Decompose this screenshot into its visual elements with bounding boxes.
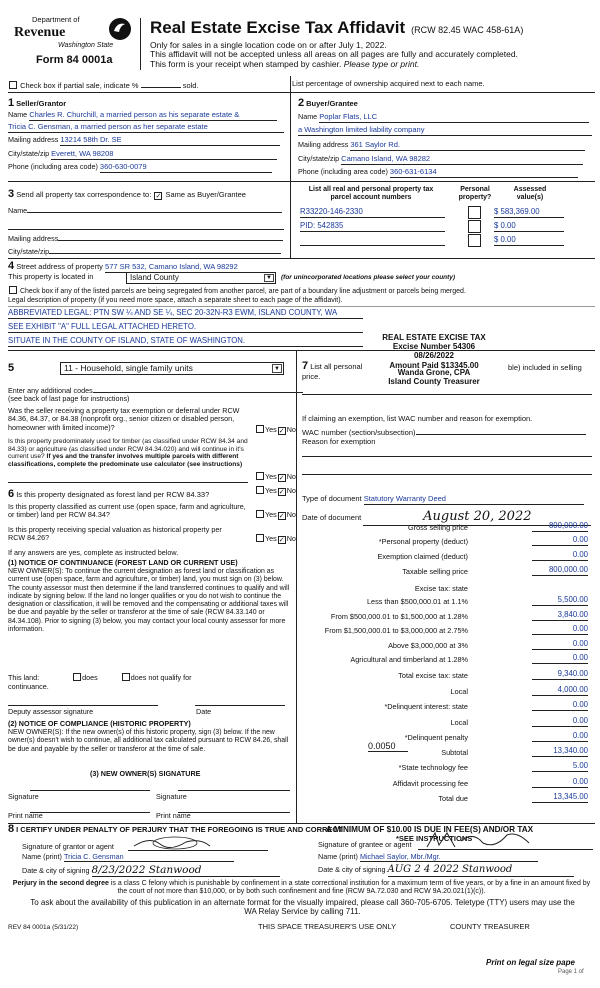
- logo-swirl-icon: [107, 16, 133, 42]
- treasurer-use: THIS SPACE TREASURER'S USE ONLY: [258, 922, 397, 931]
- form-number: Form 84 0001a: [36, 54, 113, 66]
- revenue-label: Revenue: [14, 25, 66, 40]
- assessed-value[interactable]: $ 0.00: [494, 236, 564, 246]
- grantor-signature: [130, 834, 230, 852]
- calc-value[interactable]: 13,345.00: [532, 793, 588, 803]
- sec3-label: Send all property tax correspondence to:: [16, 190, 152, 199]
- notice-1-text: NEW OWNER(S): To continue the current designation as forest land or classification as current use (open space, farm and agriculture, or timber) land, you must sign on (3) below. The county assessor must then determine if the land transferred continues to qualify and will indicate by signing below. If the land no longer qualifies or you do not wish to continue the designation or classification, it will be removed and the compensating or additional taxes will be due and payable by the seller or transferor at the time of sale (RCW 84.33.140 or 84.34.108). Prior to signing (3) below, you may contact your local county assessor for more information.: [8, 568, 290, 633]
- notice-3-title: (3) NEW OWNER(S) SIGNATURE: [90, 769, 201, 778]
- page-number: Page 1 of: [558, 969, 584, 975]
- header-line-2: This affidavit will not be accepted unless all areas on all pages are fully and accurately completed.: [150, 49, 518, 60]
- perjury-text: is a class C felony which is punishable by confinement in a state correctional institution for a maximum term of five years, or by a fine in an amount fixed by the court of not more than $10,000, or by both such confinement and fine (RCW 9A.72.030 and RCW 9A.20.021(1)(c)).: [110, 880, 591, 896]
- parcel-number[interactable]: PID: 542835: [300, 222, 445, 232]
- certify-label: I CERTIFY UNDER PENALTY OF PERJURY THAT THE FOREGOING IS TRUE AND CORRECT: [16, 825, 343, 834]
- calc-value[interactable]: 5,500.00: [532, 596, 588, 606]
- notice-1-title: (1) NOTICE OF CONTINUANCE (FOREST LAND OR CURRENT USE): [8, 558, 238, 567]
- calc-value[interactable]: 0.00: [532, 654, 588, 664]
- calc-label: *Personal property (deduct): [378, 537, 468, 546]
- grantee-name[interactable]: Michael Saylor, Mbr./Mgr.: [360, 853, 538, 862]
- land-use-value: 11 - Household, single family units: [64, 363, 193, 373]
- header-divider: [140, 18, 141, 70]
- q6c-yes-label: Yes: [265, 534, 277, 543]
- partial-sale-pct[interactable]: [141, 87, 181, 88]
- rev-number: REV 84 0001a (5/31/22): [8, 924, 79, 931]
- sec3-mail-label: Mailing address: [8, 234, 59, 243]
- perjury-bold: Perjury in the second degree: [12, 880, 109, 887]
- sec7-num: 7: [302, 360, 309, 372]
- q1-no-label: No: [286, 425, 296, 434]
- doc-type[interactable]: Statutory Warranty Deed: [364, 495, 584, 505]
- stamp-line-2: Excise Number 54306: [392, 342, 476, 352]
- exemption-question: Was the seller receiving a property tax exemption or deferral under RCW 84.36, 84.37, or 84.38 (nonprofit org., senior citizen or disabled person, homeowner with limited income)?: [8, 406, 240, 432]
- personal-property-checkbox[interactable]: [468, 234, 481, 247]
- sec3-city-field[interactable]: [49, 246, 281, 254]
- county-label: This property is located in: [8, 272, 94, 281]
- q6b-no-checkbox[interactable]: ✓: [278, 513, 285, 520]
- county-note: (for unincorporated locations please select your county): [281, 274, 456, 281]
- grantor-sig-label: Signature of grantor or agent: [22, 842, 114, 851]
- rcw-ref: (RCW 82.45 WAC 458-61A): [411, 25, 524, 35]
- q1-no-checkbox[interactable]: ✓: [278, 428, 285, 435]
- same-as-buyer-checkbox[interactable]: ✓: [155, 193, 162, 200]
- current-use-question: Is this property classified as current use (open space, farm and agriculture, or timber) land per RCW 84.34?: [8, 502, 246, 520]
- seller-phone-label: Phone (including area code): [8, 162, 98, 171]
- seller-mail-label: Mailing address: [8, 135, 59, 144]
- grantee-date-label: Date & city of signing: [318, 865, 386, 874]
- calc-value[interactable]: 9,340.00: [532, 670, 588, 680]
- buyer-phone[interactable]: 360-631-6134: [390, 168, 578, 178]
- seller-mail[interactable]: 13214 58th Dr. SE: [60, 136, 280, 146]
- seller-city-label: City/state/zip: [8, 149, 50, 158]
- calc-value[interactable]: 0.00: [532, 732, 588, 742]
- calc-value[interactable]: 5.00: [532, 762, 588, 772]
- calc-value[interactable]: 800,000.00: [532, 522, 588, 532]
- same-as-buyer-label: Same as Buyer/Grantee: [165, 190, 246, 199]
- calc-value[interactable]: 0.00: [532, 551, 588, 561]
- q2-no-checkbox[interactable]: ✓: [278, 475, 285, 482]
- sec4-num: 4: [8, 260, 15, 272]
- q6b-yes-checkbox[interactable]: [256, 510, 264, 518]
- q2-no-label: No: [286, 472, 296, 481]
- chevron-down-icon: ▼: [272, 364, 282, 373]
- q6c-no-checkbox[interactable]: ✓: [278, 537, 285, 544]
- personal-property-checkbox[interactable]: [468, 206, 481, 219]
- q6b-no-label: No: [286, 510, 296, 519]
- ownership-note: List percentage of ownership acquired next to each name.: [292, 79, 485, 88]
- assessed-value[interactable]: $ 0.00: [494, 222, 564, 232]
- land-use-select[interactable]: [60, 362, 284, 375]
- grantor-date[interactable]: 8/23/2022 Stanwood: [92, 864, 280, 877]
- calc-label: From $500,000.01 to $1,500,000 at 1.28%: [330, 612, 468, 621]
- calc-value[interactable]: 0.00: [532, 640, 588, 650]
- wac-field[interactable]: [416, 427, 586, 435]
- grantor-name-label: Name (print): [22, 852, 62, 861]
- minimum-due: A MINIMUM OF $10.00 IS DUE IN FEE(S) AND/OR TAX: [326, 825, 534, 834]
- parcel-col-header: List all real and personal property tax parcel account numbers: [308, 186, 434, 202]
- sec8-num: 8: [8, 823, 15, 835]
- owner-sig-label-2: Signature: [156, 792, 187, 801]
- does-label: does: [82, 673, 98, 682]
- state-label: Washington State: [58, 42, 114, 49]
- segregate-label: Check box if any of the listed parcels are being segregated from another parcel, are part of a boundary line adjustment or parcels being merged.: [19, 288, 466, 295]
- street-address[interactable]: 577 SR 532, Camano Island, WA 98292: [105, 262, 238, 271]
- chevron-down-icon: ▼: [264, 274, 274, 282]
- sec7-label: List all personal: [310, 362, 363, 371]
- timber-question-note: If yes and the transfer involves multiple parcels with different classifications, complete the predominate use calculator (see instructions): [8, 453, 243, 468]
- does-checkbox[interactable]: [73, 673, 81, 681]
- county-select[interactable]: [126, 272, 276, 284]
- header-line-3b: Please type or print.: [343, 59, 420, 70]
- owner-sig-label-1: Signature: [8, 792, 39, 801]
- stamp-line-6: Island County Treasurer: [388, 376, 480, 386]
- sec3-num: 3: [8, 188, 15, 200]
- not-qualify-label: does not qualify for: [130, 673, 192, 682]
- legal-line-3[interactable]: SITUATE IN THE COUNTY OF ISLAND, STATE OF WASHINGTON.: [8, 337, 363, 347]
- grantee-date[interactable]: AUG 2 4 2022 Stanwood: [388, 864, 574, 877]
- reason-label: Reason for exemption: [302, 437, 376, 446]
- if-yes-label: If any answers are yes, complete as instructed below.: [8, 548, 179, 557]
- continuance-label: continuance.: [8, 682, 49, 691]
- see-back-label: (see back of last page for instructions): [8, 394, 130, 403]
- calc-value[interactable]: 800,000.00: [532, 566, 588, 576]
- timber-question: [8, 438, 248, 468]
- dor-logo: [8, 16, 136, 68]
- grantee-name-label: Name (print): [318, 852, 358, 861]
- sec7-included: ble) included in selling: [508, 363, 582, 372]
- q2-yes-checkbox[interactable]: [256, 472, 264, 480]
- sec1-num: 1: [8, 97, 15, 109]
- header-line-1: Only for sales in a single location code on or after July 1, 2022.: [150, 39, 387, 50]
- calc-label: Taxable selling price: [402, 567, 468, 576]
- seller-name-1[interactable]: Charles R. Churchill, a married person as his separate estate &: [29, 111, 277, 121]
- q6c-no-label: No: [286, 534, 296, 543]
- calc-label: Local: [450, 687, 468, 696]
- buyer-heading: Buyer/Grantee: [306, 99, 358, 108]
- seller-city[interactable]: Everett, WA 98208: [51, 150, 277, 160]
- see-instructions: *SEE INSTRUCTIONS: [396, 834, 473, 843]
- parcel-number[interactable]: R33220-146-2330: [300, 208, 445, 218]
- calc-label: *Delinquent interest: state: [384, 702, 468, 711]
- owner-print-label-1: Print name: [8, 811, 43, 820]
- calc-value[interactable]: 0.00: [532, 778, 588, 788]
- dept-label: Department of: [32, 15, 80, 24]
- legal-line-2[interactable]: SEE EXHIBIT "A" FULL LEGAL ATTACHED HERETO.: [8, 323, 363, 333]
- doc-date-label: Date of document: [302, 513, 362, 522]
- legal-size-note: Print on legal size pape: [486, 958, 575, 967]
- calc-label: Local: [450, 718, 468, 727]
- stamp-line-5: Wanda Grone, CPA: [397, 367, 471, 377]
- buyer-mail-label: Mailing address: [298, 140, 349, 149]
- grantor-name[interactable]: Tricia C. Gensman: [64, 853, 234, 862]
- sec6-num: 6: [8, 488, 15, 500]
- stamp-line-4: Amount Paid $13345.00: [389, 360, 479, 370]
- not-qualify-checkbox[interactable]: [122, 673, 130, 681]
- form-title: Real Estate Excise Tax Affidavit: [150, 18, 406, 37]
- calc-label: Above $3,000,000 at 3%: [388, 641, 468, 650]
- sec3-city-label: City/state/zip: [8, 247, 50, 256]
- assessed-value[interactable]: $ 583,369.00: [494, 208, 564, 218]
- historic-question: Is this property receiving special valuation as historical property per RCW 84.26?: [8, 525, 222, 543]
- buyer-mail[interactable]: 361 Saylor Rd.: [350, 141, 585, 151]
- calc-value[interactable]: 0.00: [532, 717, 588, 727]
- calc-label: From $1,500,000.01 to $3,000,000 at 2.75%: [324, 626, 468, 635]
- calc-value[interactable]: 0.00: [532, 701, 588, 711]
- q6b-yes-label: Yes: [265, 510, 277, 519]
- calc-value[interactable]: 13,340.00: [532, 747, 588, 757]
- doc-date[interactable]: August 20, 2022: [363, 510, 591, 526]
- add-codes-label: Enter any additional codes: [8, 386, 93, 395]
- calc-label: Less than $500,000.01 at 1.1%: [366, 597, 468, 606]
- timber-question-text: Is this property predominately used for timber (as classified under RCW 84.34 and 84.33) or agriculture (as classified under RCW 84.34.020) and will continue in it's current use?: [8, 438, 248, 461]
- buyer-phone-label: Phone (including area code): [298, 167, 388, 176]
- calc-label: *Delinquent penalty: [404, 733, 468, 742]
- calc-label: Total excise tax: state: [398, 671, 468, 680]
- partial-sale-sold: sold.: [182, 81, 199, 90]
- calc-value[interactable]: 3,840.00: [532, 611, 588, 621]
- q6a-no-checkbox[interactable]: ✓: [278, 489, 285, 496]
- buyer-name-2[interactable]: a Washington limited liability company: [298, 126, 592, 136]
- forest-question: Is this property designated as forest land per RCW 84.33?: [16, 490, 210, 499]
- sec2-num: 2: [298, 97, 305, 109]
- calc-label: Subtotal: [441, 748, 468, 757]
- street-address-label: Street address of property: [16, 262, 103, 271]
- owner-print-label-2: Print name: [156, 811, 191, 820]
- notice-2-title: (2) NOTICE OF COMPLIANCE (HISTORIC PROPERTY): [8, 719, 191, 728]
- calc-value[interactable]: 0.00: [532, 625, 588, 635]
- calc-label: Excise tax: state: [414, 584, 468, 593]
- doc-type-label: Type of document: [302, 494, 362, 503]
- calc-label: Agricultural and timberland at 1.28%: [350, 655, 468, 664]
- q1-yes-label: Yes: [265, 425, 277, 434]
- form-header: [150, 18, 595, 70]
- buyer-name-label: Name: [298, 112, 318, 121]
- deputy-date-label: Date: [196, 707, 212, 716]
- q6a-yes-checkbox[interactable]: [256, 486, 264, 494]
- legal-line-1[interactable]: ABBREVIATED LEGAL: PTN SW ¼ AND SE ¼, SEC 20-32N-R3 EWM, ISLAND COUNTY, WA: [8, 309, 363, 319]
- calc-label: Affidavit processing fee: [392, 779, 468, 788]
- sec7-label-2: price.: [302, 372, 321, 381]
- calc-label: Gross selling price: [407, 523, 468, 532]
- seller-phone[interactable]: 360-630-0079: [100, 163, 272, 173]
- personal-property-checkbox[interactable]: [468, 220, 481, 233]
- partial-sale-checkbox[interactable]: [9, 81, 17, 89]
- q1-yes-checkbox[interactable]: [256, 425, 264, 433]
- buyer-name-1[interactable]: Poplar Flats, LLC: [319, 113, 589, 123]
- q6c-yes-checkbox[interactable]: [256, 534, 264, 542]
- q6a-no-label: No: [286, 486, 296, 495]
- treasurer-stamp: [354, 333, 514, 386]
- alt-format-notice: To ask about the availability of this publication in an alternate format for the visually impaired, please call 360-705-6705. Teletype (TTY) users may use the WA Relay Service by calling 711.: [30, 898, 575, 917]
- county-treasurer: COUNTY TREASURER: [450, 922, 530, 931]
- seller-heading: Seller/Grantor: [16, 99, 67, 108]
- legal-desc-label: Legal description of property (if you need more space, attach a separate sheet to each page of the affidavit).: [8, 297, 343, 304]
- parcel-number[interactable]: [300, 236, 445, 246]
- seller-name-label: Name: [8, 110, 28, 119]
- q6a-yes-label: Yes: [265, 486, 277, 495]
- calc-label: Exemption claimed (deduct): [377, 552, 468, 561]
- grantee-sig-label: Signature of grantee or agent: [318, 840, 412, 849]
- county-value: Island County: [130, 273, 179, 282]
- deputy-sig-label: Deputy assessor signature: [8, 707, 94, 716]
- stamp-line-1: REAL ESTATE EXCISE TAX: [382, 333, 486, 342]
- buyer-city-label: City/state/zip: [298, 154, 340, 163]
- wac-label: WAC number (section/subsection): [302, 428, 416, 437]
- exemption-label: If claiming an exemption, list WAC number and reason for exemption.: [302, 414, 533, 423]
- sec5-num: 5: [8, 362, 15, 374]
- local-rate[interactable]: 0.0050: [368, 741, 408, 752]
- q2-yes-label: Yes: [265, 472, 277, 481]
- calc-value[interactable]: 4,000.00: [532, 686, 588, 696]
- assessed-col-header: Assessed value(s): [513, 186, 547, 202]
- sec3-name-label: Name: [8, 206, 28, 215]
- header-line-3: This form is your receipt when stamped by cashier.: [150, 59, 342, 70]
- calc-value[interactable]: 0.00: [532, 536, 588, 546]
- add-codes-field[interactable]: [93, 385, 303, 393]
- sec3-mail-field[interactable]: [58, 233, 283, 241]
- segregate-checkbox[interactable]: [9, 286, 17, 294]
- calc-label: *State technology fee: [398, 763, 468, 772]
- stamp-line-3: 08/26/2022: [413, 351, 455, 361]
- partial-sale-label: Check box if partial sale, indicate %: [20, 81, 139, 90]
- sec3-name-field-2[interactable]: [8, 222, 284, 230]
- this-land-label: This land:: [8, 673, 40, 682]
- perjury-notice: [8, 880, 595, 896]
- personal-col-header: Personal property?: [458, 186, 492, 202]
- grantee-signature: [425, 829, 545, 851]
- grantor-date-label: Date & city of signing: [22, 866, 90, 875]
- sec3-name-field[interactable]: [27, 205, 282, 213]
- calc-label: Total due: [438, 794, 468, 803]
- seller-name-2[interactable]: Tricia C. Gensman, a married person as her separate estate: [8, 123, 284, 133]
- notice-2-text: NEW OWNER(S): If the new owner(s) of this historic property, sign (3) below. If the new owner(s) doesn't wish to continue, all additional tax calculated pursuant to RCW 84.26, shall be due and payable by the seller or transferor at the time of sale.: [8, 729, 289, 753]
- buyer-city[interactable]: Camano Island, WA 98282: [341, 155, 583, 165]
